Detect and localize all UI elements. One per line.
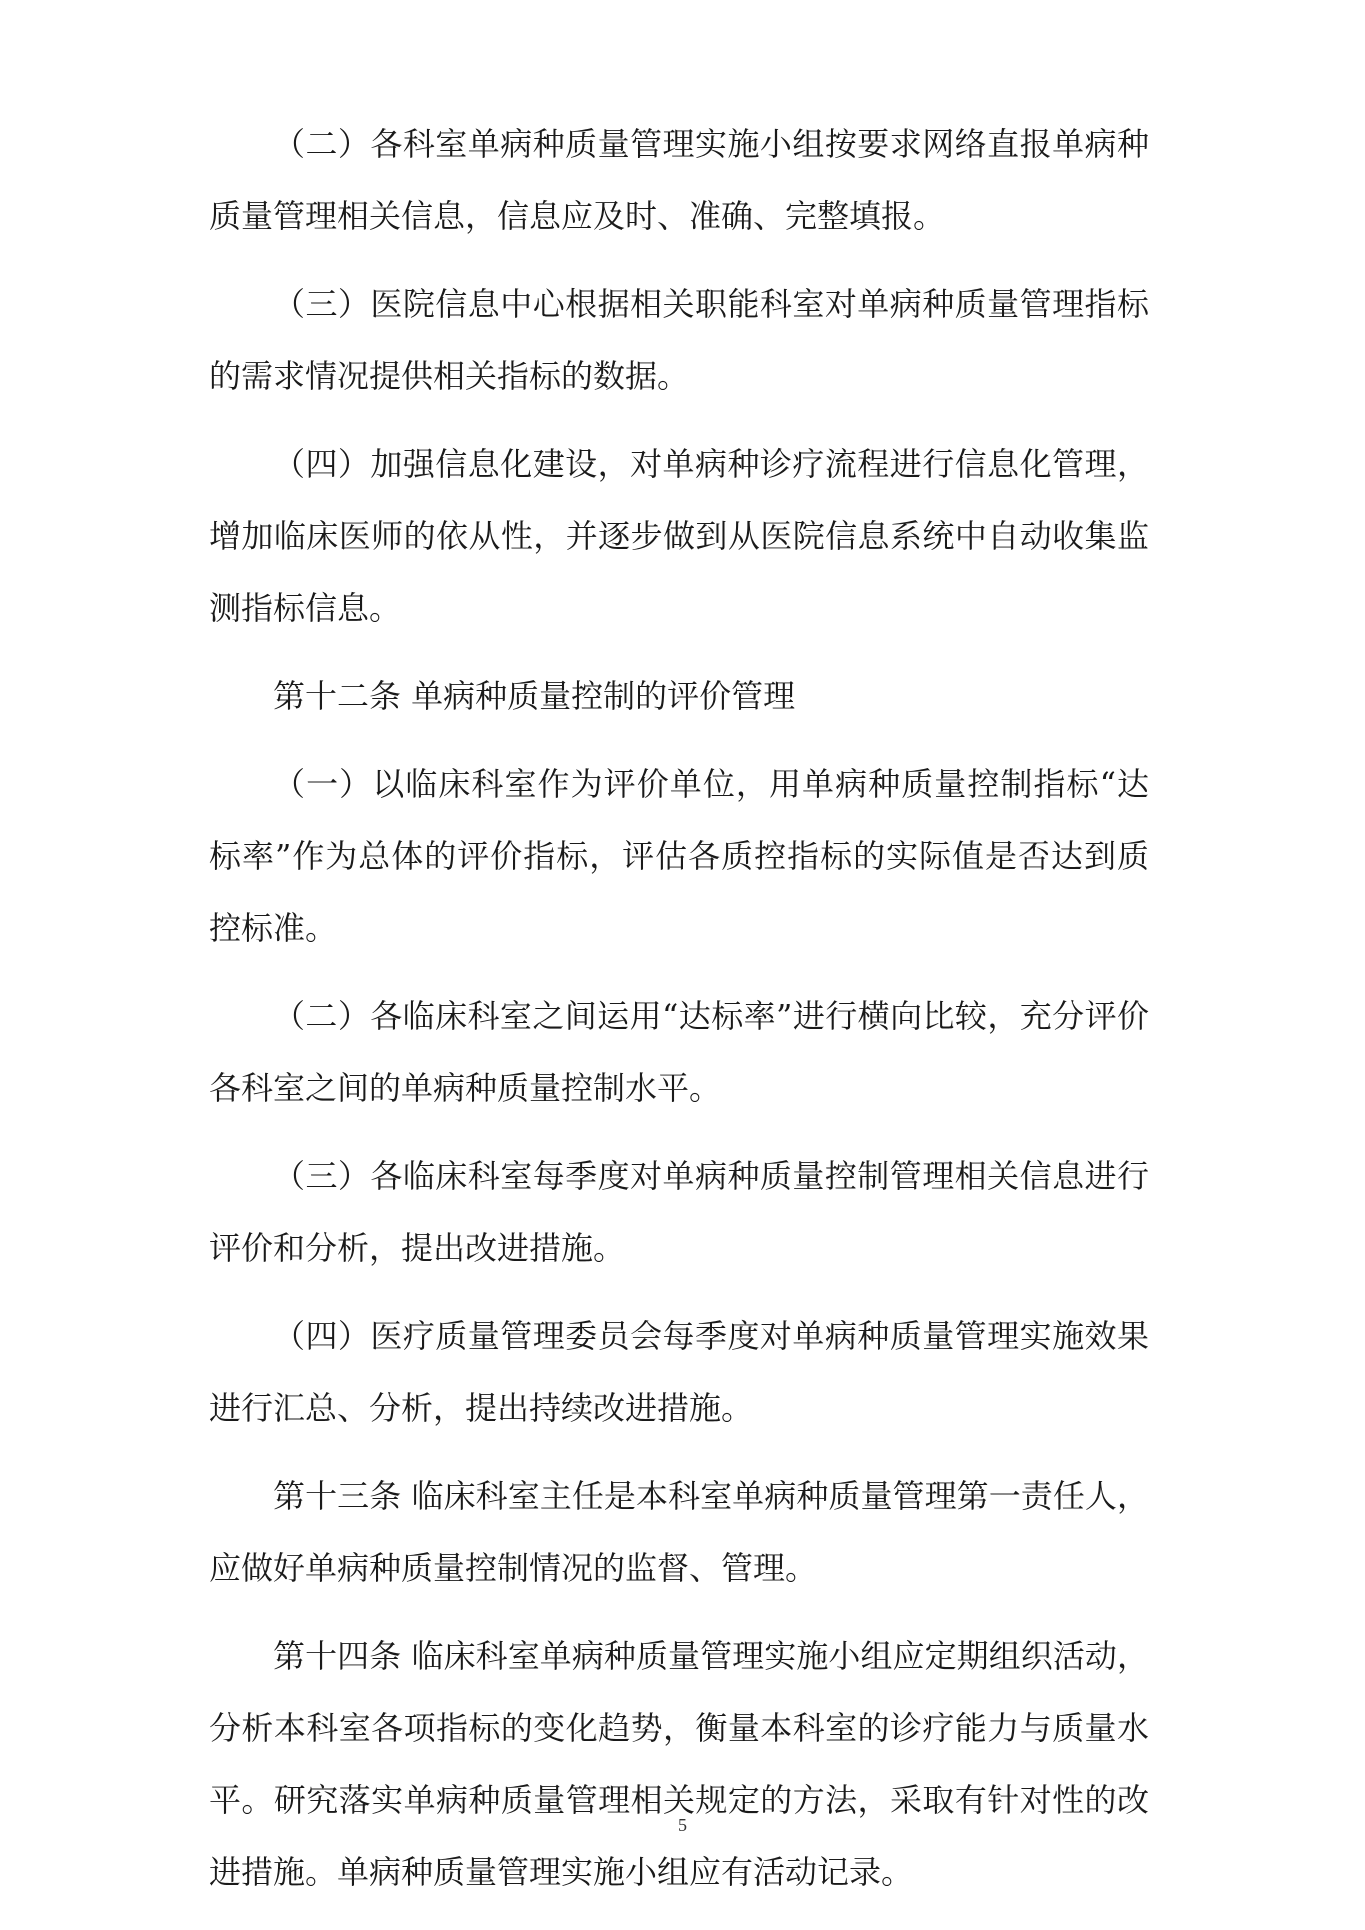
paragraph-4-committee-summary: （四）医疗质量管理委员会每季度对单病种质量管理实施效果进行汇总、分析，提出持续改进措施。	[209, 1317, 1149, 1427]
paragraph-4-informatization: （四）加强信息化建设，对单病种诊疗流程进行信息化管理，增加临床医师的依从性，并逐步做到从医院信息系统中自动收集监测指标信息。	[209, 445, 1149, 627]
paragraph-1-evaluation-unit: （一）以临床科室作为评价单位，用单病种质量控制指标“达标率”作为总体的评价指标，评估各质控指标的实际值是否达到质控标准。	[209, 765, 1149, 947]
paragraph-3-quarterly-analysis: （三）各临床科室每季度对单病种质量控制管理相关信息进行评价和分析，提出改进措施。	[209, 1157, 1149, 1267]
article-13-responsibility: 第十三条 临床科室主任是本科室单病种质量管理第一责任人，应做好单病种质量控制情况的监督、管理。	[209, 1477, 1149, 1587]
paragraph-2-comparison: （二）各临床科室之间运用“达标率”进行横向比较，充分评价各科室之间的单病种质量控制水平。	[209, 997, 1149, 1107]
document-body	[209, 108, 1149, 1924]
paragraph-2-reporting: （二）各科室单病种质量管理实施小组按要求网络直报单病种质量管理相关信息，信息应及时、准确、完整填报。	[209, 125, 1149, 235]
article-12-heading: 第十二条 单病种质量控制的评价管理	[273, 677, 796, 715]
paragraph-3-info-center: （三）医院信息中心根据相关职能科室对单病种质量管理指标的需求情况提供相关指标的数据。	[209, 285, 1149, 395]
article-14-activities: 第十四条 临床科室单病种质量管理实施小组应定期组织活动，分析本科室各项指标的变化趋势，衡量本科室的诊疗能力与质量水平。研究落实单病种质量管理相关规定的方法，采取有针对性的改进措施。单病种质量管理实施小组应有活动记录。	[209, 1637, 1149, 1891]
page-number: 5	[678, 1815, 687, 1835]
